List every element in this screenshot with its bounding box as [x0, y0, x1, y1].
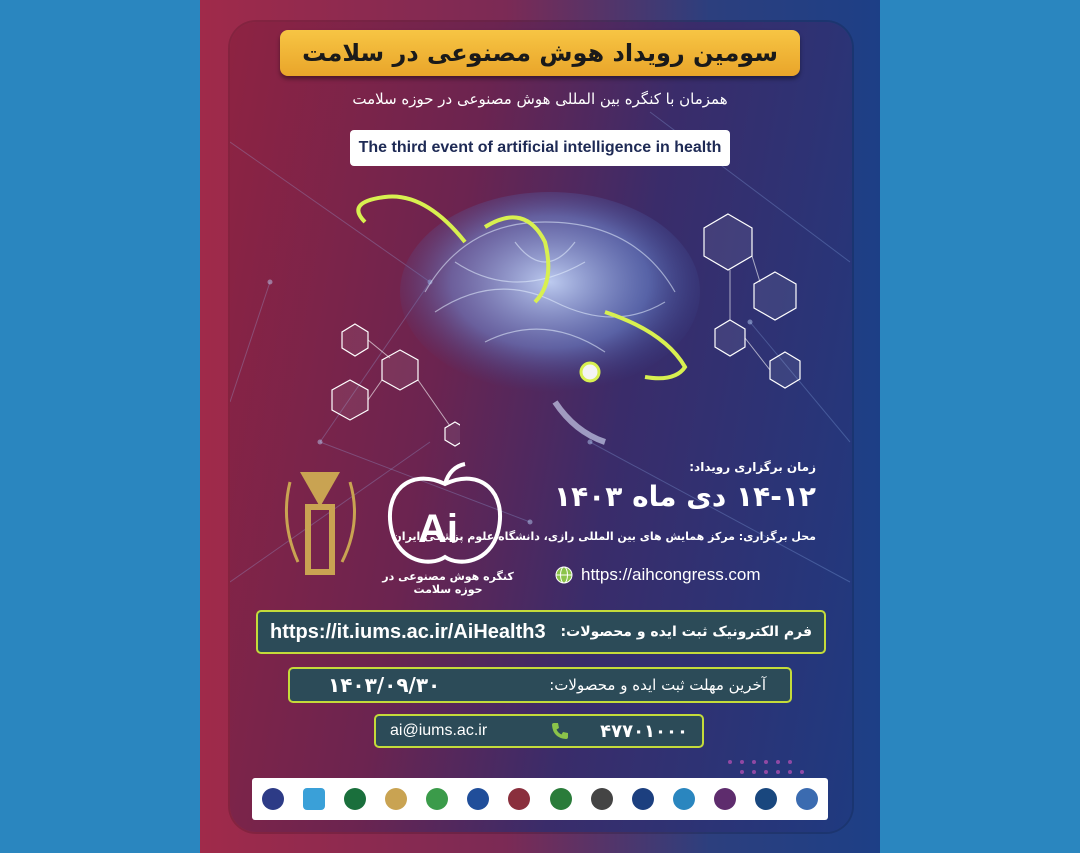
university-emblem [270, 462, 370, 582]
registration-box [256, 610, 826, 654]
sponsor-logo [673, 788, 695, 810]
deadline-box [288, 667, 792, 703]
event-subtitle: همزمان با کنگره بین المللی هوش مصنوعی در حوزه سلامت [352, 90, 728, 108]
sponsor-logo [632, 788, 654, 810]
sponsor-logo [550, 788, 572, 810]
deadline-value: ۱۴۰۳/۰۹/۳۰ [328, 673, 441, 697]
sponsor-logo [385, 788, 407, 810]
left-icon-cluster [330, 322, 460, 462]
sponsor-logo [591, 788, 613, 810]
website-link[interactable] [555, 565, 761, 585]
event-date: ۱۴-۱۲ دی ماه ۱۴۰۳ [554, 480, 816, 513]
deadline-label: آخرین مهلت ثبت ایده و محصولات: [549, 676, 766, 694]
event-poster [230, 22, 852, 832]
svg-text:Ai: Ai [418, 507, 458, 551]
phone-number: ۴۷۷۰۱۰۰۰ [600, 720, 688, 742]
sponsor-logo [508, 788, 530, 810]
globe-icon [555, 566, 573, 584]
sponsor-logo [262, 788, 284, 810]
right-icon-cluster [700, 212, 810, 402]
sponsor-logo [303, 788, 325, 810]
sponsor-logo [467, 788, 489, 810]
event-title: سومین رویداد هوش مصنوعی در سلامت [280, 30, 800, 76]
congress-ai-logo [370, 462, 520, 572]
phone-icon [550, 721, 570, 741]
sponsor-logo [796, 788, 818, 810]
sponsor-logo [344, 788, 366, 810]
english-title: The third event of artificial intelligence in health [350, 130, 730, 166]
website-url: https://aihcongress.com [581, 565, 761, 584]
registration-url[interactable]: https://it.iums.ac.ir/AiHealth3 [270, 620, 546, 643]
sponsor-logo [714, 788, 736, 810]
congress-logo-caption: کنگره هوش مصنوعی در حوزه سلامت [382, 570, 514, 596]
event-time-label: زمان برگزاری رویداد: [689, 460, 816, 474]
contact-email[interactable]: ai@iums.ac.ir [390, 722, 488, 739]
dot-pattern [600, 712, 830, 782]
event-venue: محل برگزاری: مرکز همایش های بین المللی رازی، دانشگاه علوم پزشکی ایران [392, 530, 816, 543]
registration-label: فرم الکترونیک ثبت ایده و محصولات: [560, 624, 812, 640]
sponsor-logos-bar [252, 778, 828, 820]
sponsor-logo [426, 788, 448, 810]
sponsor-logo [755, 788, 777, 810]
